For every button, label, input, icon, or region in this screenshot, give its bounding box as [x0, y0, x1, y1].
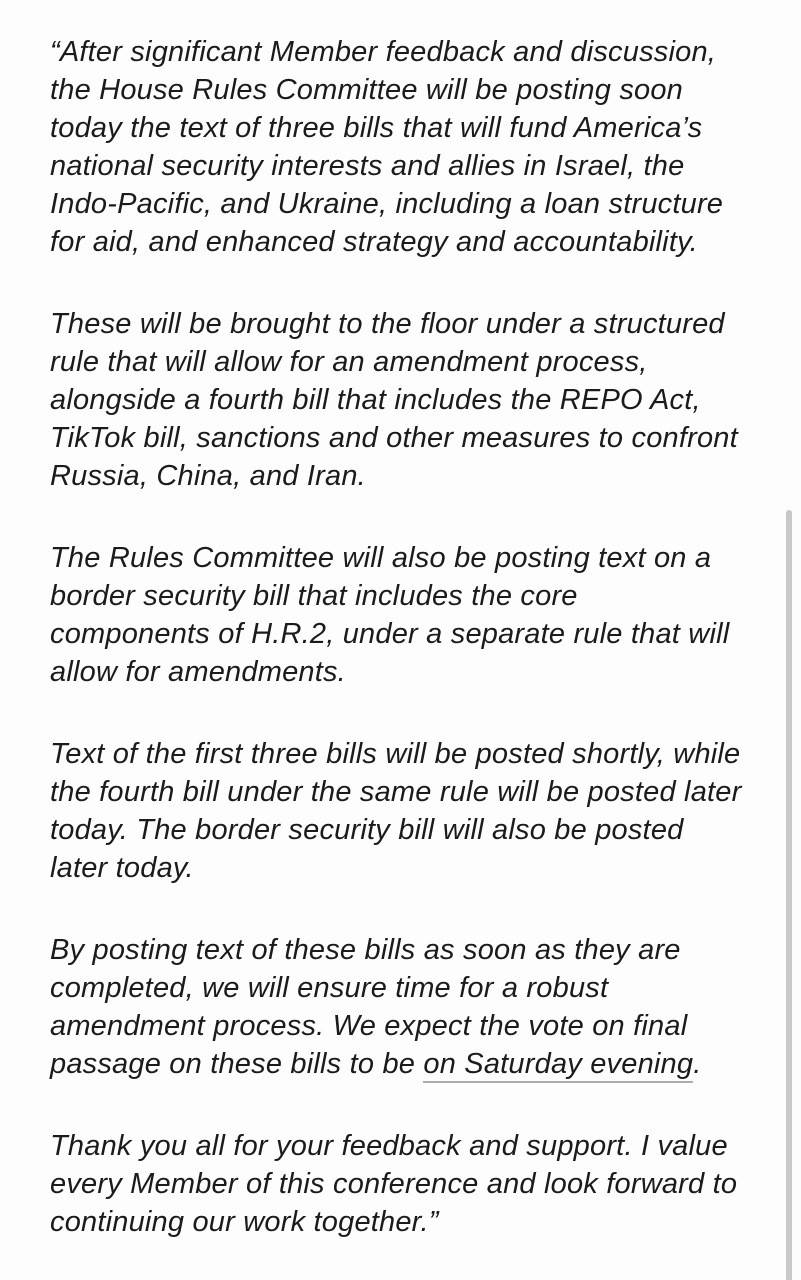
text-line: components of H.R.2, under a separate rule that will	[50, 618, 730, 650]
text-line: These will be brought to the floor under a structured	[50, 308, 725, 340]
paragraph	[50, 33, 791, 261]
text-line: The Rules Committee will also be posting text on a	[50, 542, 712, 574]
paragraph	[50, 1127, 791, 1241]
text-line: the House Rules Committee will be posting soon	[50, 74, 684, 106]
scrollbar-thumb[interactable]	[786, 510, 792, 1280]
text-line: By posting text of these bills as soon as they are	[50, 934, 681, 966]
text-line: continuing our work together.”	[50, 1206, 439, 1238]
paragraph	[50, 735, 791, 887]
text-line: TikTok bill, sanctions and other measures to confront	[50, 422, 738, 454]
text-line: today the text of three bills that will fund America’s	[50, 112, 703, 144]
text-line: Text of the first three bills will be posted shortly, while	[50, 738, 741, 770]
underlined-text: on Saturday evening	[423, 1048, 693, 1083]
text-line: national security interests and allies in Israel, the	[50, 150, 685, 182]
paragraph	[50, 931, 791, 1083]
text-segment: passage on these bills to be	[50, 1048, 424, 1080]
text-line: Thank you all for your feedback and support. I value	[50, 1130, 728, 1162]
text-line: Indo-Pacific, and Ukraine, including a loan structure	[50, 188, 724, 220]
paragraph	[50, 539, 791, 691]
text-line: later today.	[50, 852, 194, 884]
text-line: completed, we will ensure time for a robust	[50, 972, 609, 1004]
paragraph	[50, 305, 791, 495]
text-line	[50, 1045, 791, 1083]
text-line: today. The border security bill will also be posted	[50, 814, 684, 846]
text-line: rule that will allow for an amendment process,	[50, 346, 648, 378]
text-line: the fourth bill under the same rule will be posted later	[50, 776, 742, 808]
text-line: “After significant Member feedback and discussion,	[50, 36, 717, 68]
text-line: allow for amendments.	[50, 656, 346, 688]
text-line: for aid, and enhanced strategy and accountability.	[50, 226, 698, 258]
text-line: amendment process. We expect the vote on final	[50, 1010, 688, 1042]
statement-text	[50, 33, 791, 1280]
text-line: border security bill that includes the core	[50, 580, 578, 612]
text-line: alongside a fourth bill that includes the REPO Act,	[50, 384, 701, 416]
text-line: every Member of this conference and look forward to	[50, 1168, 738, 1200]
text-segment: .	[693, 1048, 702, 1080]
text-line: Russia, China, and Iran.	[50, 460, 366, 492]
